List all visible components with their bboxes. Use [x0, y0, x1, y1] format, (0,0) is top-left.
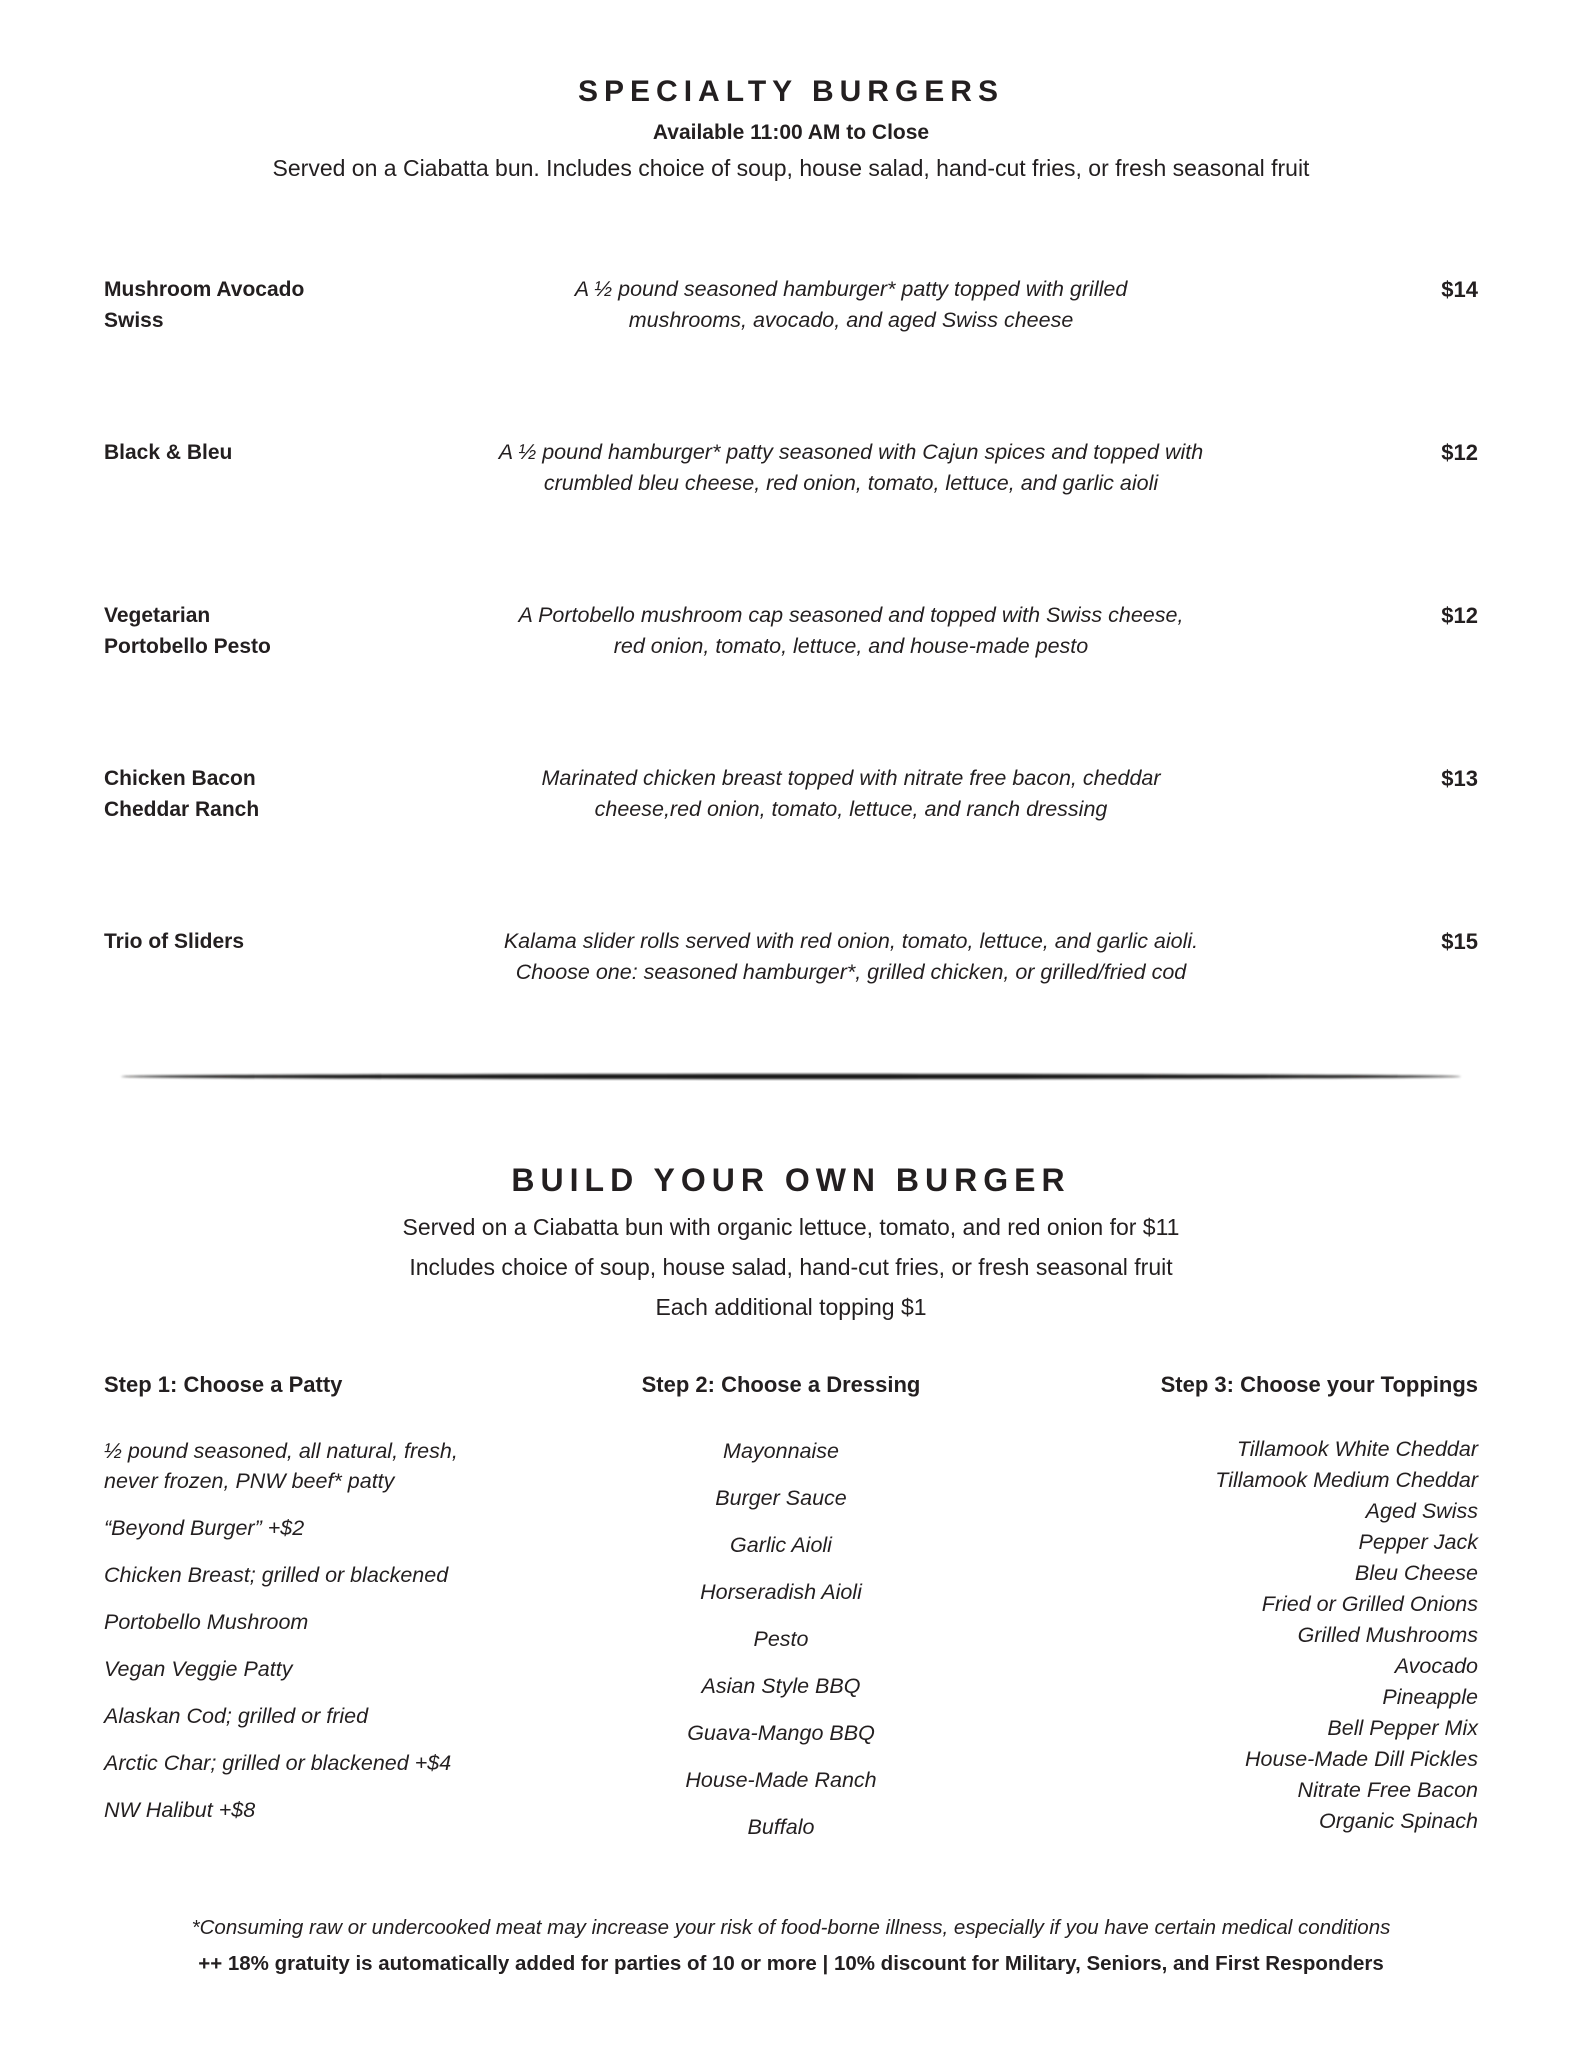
item-description — [358, 274, 1344, 336]
dressing-heading: Step 2: Choose a Dressing — [641, 1372, 921, 1397]
item-description-line: A ½ pound hamburger* patty seasoned with Cajun spices and topped with — [498, 440, 1204, 464]
dressing-option: Buffalo — [747, 1815, 815, 1839]
patty-option: Arctic Char; grilled or blackened +$4 — [104, 1751, 452, 1775]
menu-item-row — [104, 926, 1478, 988]
item-name — [104, 926, 334, 988]
item-name-line: Black & Bleu — [104, 441, 233, 464]
topping-option: Pepper Jack — [1358, 1530, 1478, 1554]
specialty-items-list — [0, 274, 1582, 988]
item-name — [104, 274, 334, 336]
dressing-list — [554, 1436, 1008, 1843]
topping-option: Pineapple — [1382, 1685, 1478, 1709]
item-description-line: A Portobello mushroom cap seasoned and topped with Swiss cheese, — [518, 603, 1184, 627]
item-price: $13 — [1441, 766, 1478, 791]
item-description — [358, 926, 1344, 988]
item-description-line: cheese,red onion, tomato, lettuce, and ranch dressing — [594, 797, 1108, 821]
topping-option: Grilled Mushrooms — [1297, 1623, 1478, 1647]
dressing-option: Mayonnaise — [723, 1439, 839, 1463]
topping-option: Tillamook White Cheddar — [1236, 1437, 1478, 1461]
divider-line — [116, 1072, 1466, 1081]
item-description-line: A ½ pound seasoned hamburger* patty topped with grilled — [574, 277, 1128, 301]
item-price: $12 — [1441, 603, 1478, 628]
patty-option: Alaskan Cod; grilled or fried — [104, 1704, 369, 1728]
patty-option: “Beyond Burger” +$2 — [104, 1516, 305, 1540]
patty-heading: Step 1: Choose a Patty — [104, 1372, 343, 1397]
byo-subline-1: Served on a Ciabatta bun with organic lettuce, tomato, and red onion for $11 — [402, 1214, 1180, 1240]
item-name-line: Cheddar Ranch — [104, 798, 260, 821]
patty-option: Chicken Breast; grilled or blackened — [104, 1563, 449, 1587]
topping-option: Organic Spinach — [1319, 1809, 1478, 1833]
gratuity-discount-note: ++ 18% gratuity is automatically added for parties of 10 or more | 10% discount for Military, Seniors, and First Responders — [198, 1952, 1384, 1975]
toppings-list — [1008, 1434, 1478, 1837]
item-description-line: Kalama slider rolls served with red onion, tomato, lettuce, and garlic aioli. — [503, 929, 1199, 953]
dressing-option: Burger Sauce — [715, 1486, 847, 1510]
item-name — [104, 763, 334, 825]
dressing-option: Horseradish Aioli — [700, 1580, 862, 1604]
item-name — [104, 600, 334, 662]
patty-option: Vegan Veggie Patty — [104, 1657, 293, 1681]
section-divider — [116, 1072, 1466, 1081]
topping-option: Bell Pepper Mix — [1327, 1716, 1478, 1740]
menu-item-row — [104, 600, 1478, 662]
specialty-tagline: Served on a Ciabatta bun. Includes choice of soup, house salad, hand-cut fries, or fresh seasonal fruit — [272, 155, 1310, 181]
availability-note: Available 11:00 AM to Close — [652, 121, 930, 144]
dressing-option: Asian Style BBQ — [701, 1674, 861, 1698]
patty-list — [104, 1436, 504, 1825]
specialty-title: SPECIALTY BURGERS — [578, 75, 1004, 108]
item-name-line: Trio of Sliders — [104, 930, 245, 953]
item-price: $15 — [1441, 929, 1478, 954]
toppings-column — [1008, 1371, 1478, 1859]
toppings-heading: Step 3: Choose your Toppings — [1160, 1372, 1478, 1397]
build-your-own-section — [0, 1161, 1582, 1859]
item-description — [358, 437, 1344, 499]
item-name-line: Swiss — [104, 309, 164, 332]
topping-option: Tillamook Medium Cheddar — [1215, 1468, 1478, 1492]
byo-subline-3: Each additional topping $1 — [655, 1294, 927, 1320]
item-name-line: Portobello Pesto — [104, 635, 271, 658]
topping-option: Bleu Cheese — [1354, 1561, 1478, 1585]
item-name-line: Mushroom Avocado — [104, 278, 305, 301]
item-price: $14 — [1441, 277, 1478, 302]
item-description-line: crumbled bleu cheese, red onion, tomato, lettuce, and garlic aioli — [543, 471, 1159, 495]
item-description-line: mushrooms, avocado, and aged Swiss cheese — [628, 308, 1074, 332]
topping-option: Aged Swiss — [1365, 1499, 1478, 1523]
topping-option: Avocado — [1394, 1654, 1478, 1678]
patty-column — [104, 1371, 554, 1859]
menu-item-row — [104, 437, 1478, 499]
topping-option: Nitrate Free Bacon — [1297, 1778, 1478, 1802]
byo-subline-2: Includes choice of soup, house salad, hand-cut fries, or fresh seasonal fruit — [409, 1254, 1173, 1280]
topping-option: Fried or Grilled Onions — [1261, 1592, 1478, 1616]
specialty-section-header — [0, 0, 1582, 182]
dressing-option: Pesto — [753, 1627, 809, 1651]
item-description-line: red onion, tomato, lettuce, and house-made pesto — [613, 634, 1089, 658]
patty-option: Portobello Mushroom — [104, 1610, 309, 1634]
patty-option: ½ pound seasoned, all natural, fresh, never frozen, PNW beef* patty — [104, 1439, 458, 1493]
item-description-line: Choose one: seasoned hamburger*, grilled chicken, or grilled/fried cod — [515, 960, 1187, 984]
topping-option: House-Made Dill Pickles — [1245, 1747, 1478, 1771]
item-price: $12 — [1441, 440, 1478, 465]
raw-meat-disclaimer: *Consuming raw or undercooked meat may increase your risk of food-borne illness, especially if you have certain medical conditions — [191, 1916, 1391, 1939]
item-name-line: Vegetarian — [104, 604, 211, 627]
patty-option: NW Halibut +$8 — [104, 1798, 256, 1822]
dressing-option: House-Made Ranch — [685, 1768, 877, 1792]
byo-columns — [0, 1371, 1582, 1859]
item-name-line: Chicken Bacon — [104, 767, 256, 790]
item-description — [358, 763, 1344, 825]
menu-item-row — [104, 763, 1478, 825]
menu-item-row — [104, 274, 1478, 336]
footer — [0, 1915, 1582, 1976]
byo-title: BUILD YOUR OWN BURGER — [511, 1162, 1071, 1198]
item-description-line: Marinated chicken breast topped with nitrate free bacon, cheddar — [541, 766, 1161, 790]
dressing-column — [554, 1371, 1008, 1859]
item-name — [104, 437, 334, 499]
dressing-option: Garlic Aioli — [730, 1533, 832, 1557]
dressing-option: Guava-Mango BBQ — [687, 1721, 875, 1745]
item-description — [358, 600, 1344, 662]
